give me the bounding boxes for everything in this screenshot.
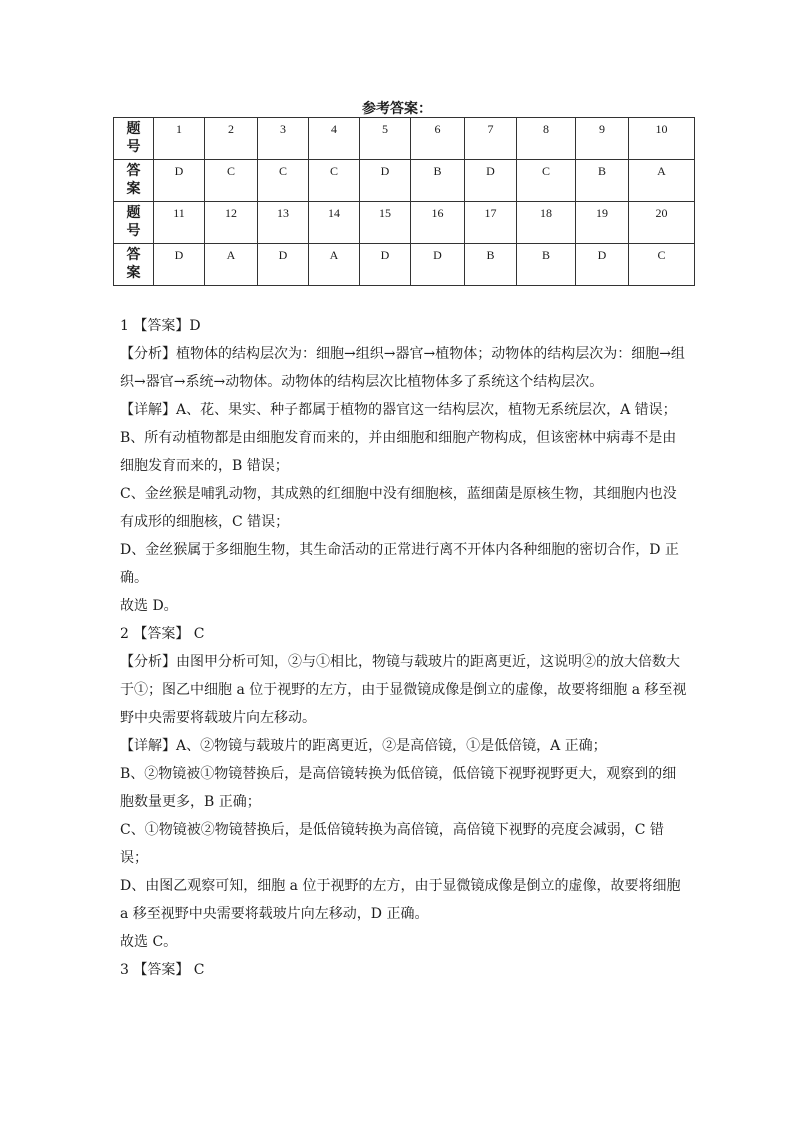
explanation-paragraph: 故选 C。	[120, 934, 178, 950]
table-cell: B	[517, 244, 576, 286]
table-cell: C	[629, 244, 695, 286]
table-cell: 17	[465, 202, 517, 244]
explanation-paragraph: B、②物镜被①物镜替换后，是高倍镜转换为低倍镜，低倍镜下视野视野更大，观察到的细胞数量更多，B 正确；	[120, 766, 677, 810]
table-cell: 9	[576, 118, 629, 160]
table-cell: 19	[576, 202, 629, 244]
header-char: 答	[126, 247, 141, 263]
table-cell: 16	[411, 202, 465, 244]
row-header	[114, 244, 154, 286]
explanation-paragraph: C、①物镜被②物镜替换后，是低倍镜转换为高倍镜，高倍镜下视野的亮度会减弱，C 错误；	[120, 822, 664, 866]
table-cell: 6	[411, 118, 465, 160]
table-cell: C	[205, 160, 258, 202]
table-cell: 1	[154, 118, 205, 160]
answer-key-table	[113, 117, 695, 286]
table-cell: 8	[517, 118, 576, 160]
page-title: 参考答案：	[362, 101, 432, 117]
table-cell: 14	[309, 202, 360, 244]
explanation-paragraph: C、金丝猴是哺乳动物，其成熟的红细胞中没有细胞核，蓝细菌是原核生物，其细胞内也没有成形的细胞核，C 错误；	[120, 486, 677, 530]
table-cell: B	[465, 244, 517, 286]
table-cell: D	[360, 160, 411, 202]
table-cell: C	[309, 160, 360, 202]
answer-table-body	[114, 118, 695, 286]
explanations	[120, 312, 690, 984]
table-cell: 3	[258, 118, 309, 160]
header-char: 题	[126, 121, 141, 137]
table-cell: A	[309, 244, 360, 286]
table-cell: C	[258, 160, 309, 202]
table-cell: D	[258, 244, 309, 286]
header-char: 答	[126, 163, 141, 179]
table-cell: 10	[629, 118, 695, 160]
table-cell: B	[576, 160, 629, 202]
header-char: 案	[126, 181, 141, 197]
table-cell: 7	[465, 118, 517, 160]
table-cell: A	[205, 244, 258, 286]
answer-line: 3 【答案】 C	[120, 962, 205, 978]
answer-line: 1 【答案】D	[120, 318, 201, 334]
explanation-paragraph: 【分析】植物体的结构层次为：细胞→组织→器官→植物体；动物体的结构层次为：细胞→组织→器官→系统→动物体。动物体的结构层次比植物体多了系统这个结构层次。	[120, 346, 685, 390]
table-cell: 15	[360, 202, 411, 244]
row-header	[114, 118, 154, 160]
explanation-paragraph: D、由图乙观察可知，细胞 a 位于视野的左方，由于显微镜成像是倒立的虚像，故要将细胞 a 移至视野中央需要将载玻片向左移动，D 正确。	[120, 878, 681, 922]
explanation-paragraph: 【分析】由图甲分析可知，②与①相比，物镜与载玻片的距离更近，这说明②的放大倍数大于①；图乙中细胞 a 位于视野的左方，由于显微镜成像是倒立的虚像，故要将细胞 a 移至视野中央需要将载玻片向左移动。	[120, 654, 687, 726]
explanation-paragraph: B、所有动植物都是由细胞发育而来的，并由细胞和细胞产物构成，但该密林中病毒不是由细胞发育而来的，B 错误；	[120, 430, 677, 474]
table-cell: 5	[360, 118, 411, 160]
row-header	[114, 202, 154, 244]
table-cell: B	[411, 160, 465, 202]
table-cell: 4	[309, 118, 360, 160]
answer-line: 2 【答案】 C	[120, 626, 205, 642]
explanation-paragraph: 【详解】A、花、果实、种子都属于植物的器官这一结构层次，植物无系统层次，A 错误；	[120, 402, 677, 418]
table-cell: 12	[205, 202, 258, 244]
explanation-paragraph: D、金丝猴属于多细胞生物，其生命活动的正常进行离不开体内各种细胞的密切合作，D 正确。	[120, 542, 679, 586]
table-row	[114, 160, 695, 202]
table-cell: D	[576, 244, 629, 286]
table-cell: D	[411, 244, 465, 286]
table-row	[114, 244, 695, 286]
table-cell: 2	[205, 118, 258, 160]
table-cell: D	[154, 244, 205, 286]
explanation-paragraph: 【详解】A、②物镜与载玻片的距离更近，②是高倍镜，①是低倍镜，A 正确；	[120, 738, 607, 754]
table-cell: C	[517, 160, 576, 202]
table-cell: 20	[629, 202, 695, 244]
explanation-paragraph: 故选 D。	[120, 598, 178, 614]
header-char: 案	[126, 265, 141, 281]
table-cell: 18	[517, 202, 576, 244]
row-header	[114, 160, 154, 202]
table-cell: D	[465, 160, 517, 202]
header-char: 号	[126, 139, 141, 155]
header-char: 号	[126, 223, 141, 239]
table-cell: 11	[154, 202, 205, 244]
table-row	[114, 202, 695, 244]
table-row	[114, 118, 695, 160]
table-cell: 13	[258, 202, 309, 244]
table-cell: D	[154, 160, 205, 202]
table-cell: A	[629, 160, 695, 202]
header-char: 题	[126, 205, 141, 221]
table-cell: D	[360, 244, 411, 286]
